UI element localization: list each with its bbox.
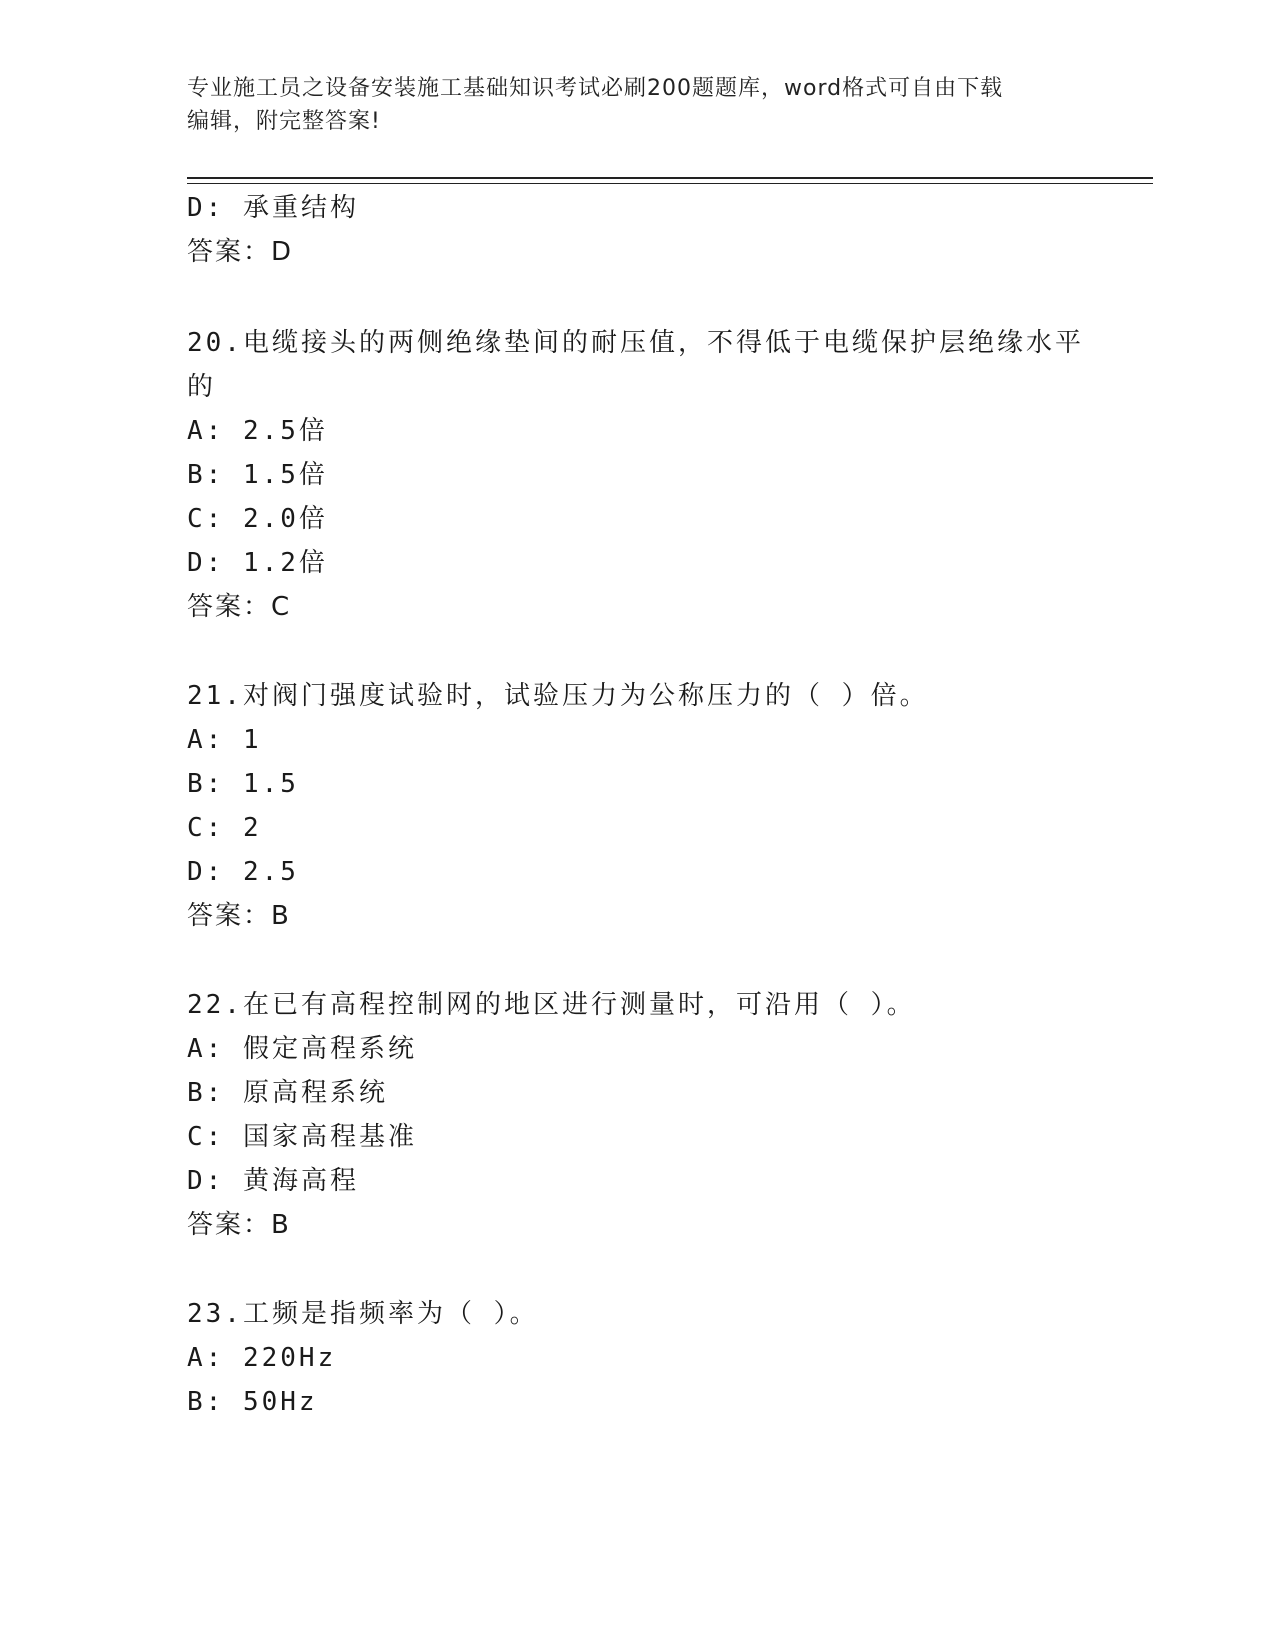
question-20-stem-cont: 的	[187, 372, 217, 402]
question-21-option-b: B: 1.5	[187, 769, 299, 799]
header-divider-thin	[187, 183, 1153, 184]
prev-answer: 答案：D	[187, 237, 294, 267]
question-20-option-a: A: 2.5倍	[187, 416, 328, 446]
question-22-option-c: C: 国家高程基准	[187, 1122, 417, 1152]
header-divider-thick	[187, 177, 1153, 179]
question-22-option-d: D: 黄海高程	[187, 1166, 359, 1196]
question-20-stem: 20.电缆接头的两侧绝缘垫间的耐压值，不得低于电缆保护层绝缘水平	[187, 328, 1084, 358]
question-23-option-a: A: 220Hz	[187, 1343, 337, 1373]
question-21-option-c: C: 2	[187, 813, 262, 843]
question-22-option-b: B: 原高程系统	[187, 1078, 388, 1108]
question-22-answer: 答案：B	[187, 1210, 291, 1240]
question-23-stem: 23.工频是指频率为（ ）。	[187, 1299, 539, 1329]
prev-option-d: D: 承重结构	[187, 193, 359, 223]
question-21-stem: 21.对阀门强度试验时，试验压力为公称压力的（ ）倍。	[187, 681, 929, 711]
question-21-option-d: D: 2.5	[187, 857, 299, 887]
question-21-option-a: A: 1	[187, 725, 262, 755]
question-20-option-c: C: 2.0倍	[187, 504, 328, 534]
document-header	[187, 72, 1067, 138]
question-22-stem: 22.在已有高程控制网的地区进行测量时，可沿用（ ）。	[187, 990, 916, 1020]
question-23-option-b: B: 50Hz	[187, 1387, 318, 1417]
header-line-1: 专业施工员之设备安装施工基础知识考试必刷200题题库，word格式可自由下载	[187, 76, 1004, 101]
question-20-option-d: D: 1.2倍	[187, 548, 328, 578]
question-20-option-b: B: 1.5倍	[187, 460, 328, 490]
question-20-answer: 答案：C	[187, 592, 292, 622]
header-line-2: 编辑，附完整答案!	[187, 109, 381, 134]
question-22-option-a: A: 假定高程系统	[187, 1034, 417, 1064]
question-21-answer: 答案：B	[187, 901, 291, 931]
